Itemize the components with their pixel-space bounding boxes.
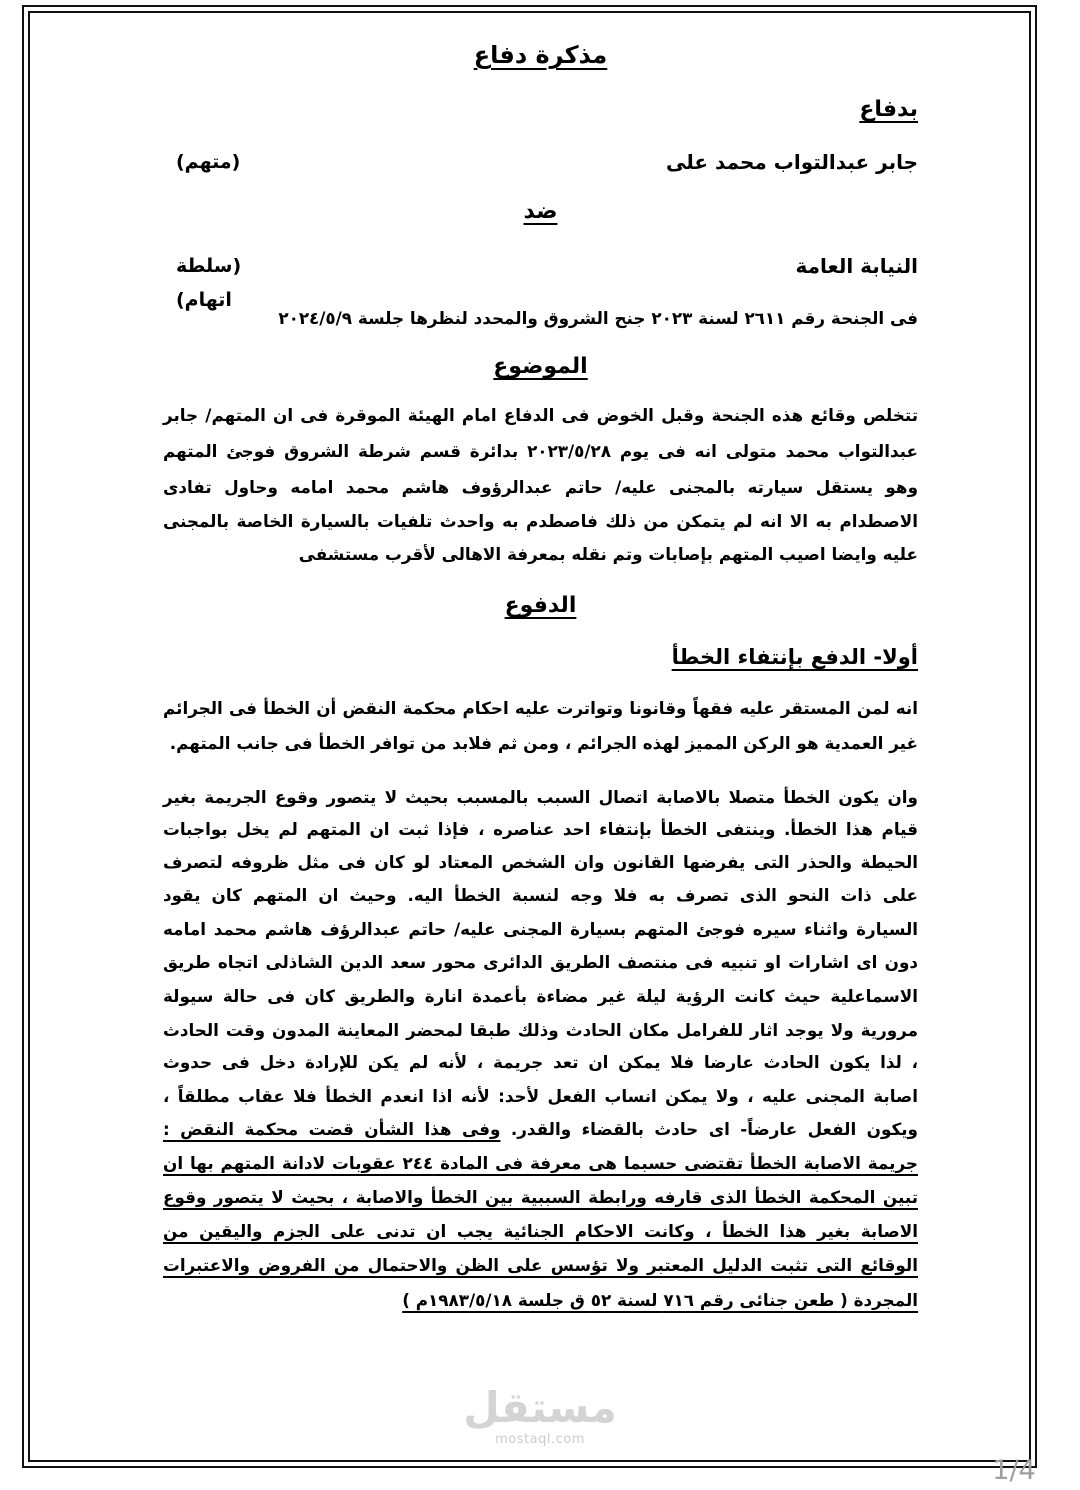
against-label: ضد xyxy=(523,199,558,224)
defense-body-line: اصابة المجنى عليه ، ولا يمكن انساب الفعل لأحد: لأنه اذا انعدم الخطأ فلا عقاب مطلقاً ، xyxy=(163,1086,918,1106)
defense-body-line: وان يكون الخطأ متصلا بالاصابة اتصال السبب بالمسبب بحيث لا يتصور وقوع الجريمة بغير xyxy=(163,787,918,807)
ruling-quote-line: الوقائع التى تثبت الدليل المعتبر ولا تؤسس على الظن والاحتمال من الفروض والاعتبرات xyxy=(163,1255,918,1275)
defendant-role: (متهم) xyxy=(176,151,241,173)
defense-body-line: مرورية ولا يوجد اثار للفرامل مكان الحادث وذلك طبقا لمحضر المعاينة المدون وقت الحادث xyxy=(163,1020,918,1040)
for-label: بدفاع xyxy=(859,97,918,122)
defense-intro-line: غير العمدية هو الركن المميز لهذه الجرائم ، ومن ثم فلابد من توافر الخطأ فى جانب المتهم. xyxy=(169,733,918,753)
subject-line: عبدالتواب محمد متولى انه فى يوم ٢٠٢٣/٥/٢٨ بدائرة قسم شرطة الشروق فوجئ المتهم xyxy=(163,441,918,461)
defendant-name: جابر عبدالتواب محمد على xyxy=(666,150,918,174)
defense-body-line: على ذات النحو الذى تصرف به فلا وجه لنسبة الخطأ اليه. وحيث ان المتهم كان يقود xyxy=(163,885,918,905)
defense-intro-line: انه لمن المستقر عليه فقهاً وقانونا وتواترت عليه احكام محكمة النقض أن الخطأ فى الجرائم xyxy=(163,698,918,718)
subject-line: وهو يستقل سيارته بالمجنى عليه/ حاتم عبدالرؤوف هاشم محمد امامه وحاول تفادى xyxy=(163,477,918,497)
defense-body-line: ، لذا يكون الحادث عارضا فلا يمكن ان تعد جريمة ، لأنه لم يكن للإرادة دخل فى حدوث xyxy=(163,1052,918,1072)
defense-body-line: السيارة واثناء سيره فوجئ المتهم بسيارة المجنى عليه/ حاتم عبدالرؤف هاشم محمد امامه xyxy=(163,919,918,939)
watermark-site: mostaql.com xyxy=(495,1432,585,1447)
prosecution-role: (سلطة اتهام) xyxy=(176,255,242,311)
ruling-quote-line: المجردة ( طعن جنائى رقم ٧١٦ لسنة ٥٢ ق جلسة ١٩٨٣/٥/١٨م ) xyxy=(402,1290,918,1310)
conclusion-text: ويكون الفعل عارضاً- اى حادث بالقضاء والقدر. xyxy=(510,1119,918,1139)
defense-body-line: الحيطة والحذر التى يفرضها القانون وان الشخص المعتاد لو كان فى مثل ظروفه لتصرف xyxy=(163,852,918,872)
watermark-brand: مستقل xyxy=(463,1383,617,1432)
subject-line: عليه وايضا اصيب المتهم بإصابات وتم نقله بمعرفة الاهالى لأقرب مستشفى xyxy=(298,544,918,564)
defense-conclusion-line xyxy=(163,1112,918,1146)
watermark-logo xyxy=(440,1384,640,1448)
defense-body-line: الاسماعلية حيث كانت الرؤية ليلة غير مضاءة بأعمدة انارة والطريق كان فى حالة سيولة xyxy=(163,986,918,1006)
defense-body-line: قيام هذا الخطأ. وينتفى الخطأ بإنتفاء احد عناصره ، فإذا ثبت ان المتهم لم يخل بواجبات xyxy=(163,819,918,839)
ruling-intro: وفى هذا الشأن قضت محكمة النقض : xyxy=(163,1119,501,1139)
subject-line: تتخلص وقائع هذه الجنحة وقبل الخوض فى الدفاع امام الهيئة الموقرة فى ان المتهم/ جابر xyxy=(163,405,918,425)
document-title: مذكرة دفاع xyxy=(473,41,608,69)
prosecution-name: النيابة العامة xyxy=(795,254,918,278)
defense-body-line: دون اى اشارات او تنبيه فى منتصف الطريق الدائرى محور سعد الدين الشاذلى اتجاه طريق xyxy=(163,952,918,972)
first-defense-heading: أولا- الدفع بإنتفاء الخطأ xyxy=(671,645,918,669)
subject-line: الاصطدام به الا انه لم يتمكن من ذلك فاصطدم به واحدث تلفيات بالسيارة الخاصة بالمجنى xyxy=(163,511,918,531)
case-line: فى الجنحة رقم ٢٦١١ لسنة ٢٠٢٣ جنح الشروق والمحدد لنظرها جلسة ٢٠٢٤/٥/٩ xyxy=(278,308,918,328)
ruling-quote-line: الاصابة بغير هذا الخطأ ، وكانت الاحكام الجنائية يجب ان تدنى على الجزم واليقين من xyxy=(163,1221,918,1241)
page-indicator: 1/4 xyxy=(992,1455,1036,1486)
ruling-quote-line: تبين المحكمة الخطأ الذى قارفه ورابطة السببية بين الخطأ والاصابة ، بحيث لا يتصور وقوع xyxy=(163,1187,918,1207)
ruling-quote-line: جريمة الاصابة الخطأ تقتضى حسبما هى معرفة فى المادة ٢٤٤ عقوبات لادانة المتهم بها ان xyxy=(163,1153,918,1173)
defenses-heading: الدفوع xyxy=(504,593,577,618)
subject-heading: الموضوع xyxy=(493,354,588,379)
